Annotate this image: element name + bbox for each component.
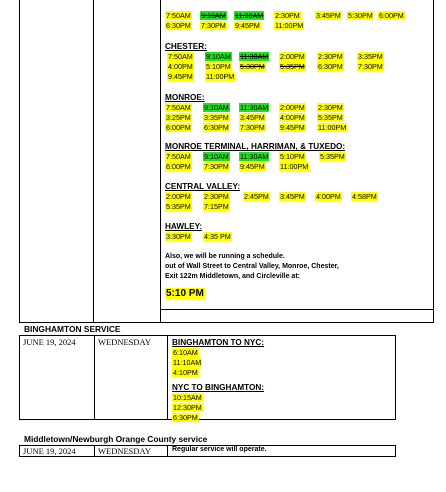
column-divider [94, 336, 95, 419]
departure-time: 9:10AM [204, 103, 229, 112]
time-row [165, 113, 430, 123]
departure-time: 2:00PM [280, 103, 305, 112]
departure-time: 11:30AM [240, 152, 269, 161]
departure-time: 12:30PM [173, 403, 202, 412]
departure-time: 11:10AM [173, 358, 202, 367]
binghamton-day: WEDNESDAY [98, 337, 152, 347]
departure-time: 11:30AM [240, 52, 269, 61]
departure-time: 5:35PM [280, 62, 305, 71]
central-valley-times [165, 192, 430, 212]
departure-time: 7:50AM [166, 11, 191, 20]
departure-time: 7:30PM [240, 123, 265, 132]
departure-time: 2:30PM [275, 11, 300, 20]
departure-time: 9:45PM [235, 21, 260, 30]
nyc-to-binghamton-heading: NYC TO BINGHAMTON: [172, 383, 265, 392]
departure-time: 7:30PM [204, 162, 229, 171]
departure-time: 6:10AM [173, 348, 198, 357]
departure-time: 5:35PM [166, 202, 191, 211]
departure-time: 6:00PM [166, 162, 191, 171]
nyc-to-binghamton-times [172, 393, 264, 423]
time-row [165, 62, 430, 72]
departure-time: 6:30PM [166, 21, 191, 30]
column-divider [167, 336, 168, 419]
departure-time: 9:45PM [280, 123, 305, 132]
time-row [165, 232, 430, 242]
departure-time: 6:30PM [318, 62, 343, 71]
departure-time: 2:30PM [318, 103, 343, 112]
time-row [165, 152, 430, 162]
chester-times [165, 52, 430, 82]
departure-time: 2:00PM [166, 192, 191, 201]
departure-time: 9:45PM [240, 162, 265, 171]
departure-time: 11:00PM [280, 162, 309, 171]
column-divider [160, 0, 161, 322]
departure-time: 9:10AM [206, 52, 231, 61]
departure-time: 2:45PM [244, 192, 269, 201]
time-row [165, 202, 430, 212]
chester-heading: CHESTER: [165, 42, 207, 51]
departure-time: 5:35PM [318, 113, 343, 122]
departure-time: 3:35PM [358, 52, 383, 61]
departure-time: 5:30PM [240, 62, 265, 71]
middletown-status: Regular service will operate. [172, 446, 267, 453]
column-divider [167, 446, 168, 456]
binghamton-to-nyc-heading: BINGHAMTON TO NYC: [172, 338, 265, 347]
departure-time: 7:30PM [201, 21, 226, 30]
departure-time: 3:25PM [166, 113, 191, 122]
time-row [165, 52, 430, 62]
time-row [165, 21, 430, 31]
departure-time: 6:00PM [166, 123, 191, 132]
middletown-table [19, 445, 396, 457]
departure-time: 10:15AM [173, 393, 202, 402]
row-divider [160, 309, 433, 310]
departure-time: 11:30AM [240, 103, 269, 112]
binghamton-date: JUNE 19, 2024 [23, 337, 76, 347]
departure-time: 4:58PM [352, 192, 377, 201]
middletown-date: JUNE 19, 2024 [23, 446, 76, 456]
binghamton-to-nyc-times [172, 348, 264, 378]
departure-time: 11:00PM [318, 123, 347, 132]
monroe-terminal-heading: MONROE TERMINAL, HARRIMAN, & TUXEDO: [165, 142, 346, 151]
departure-time: 11:00PM [275, 21, 304, 30]
monroe-times [165, 103, 430, 133]
departure-time: 4:00PM [280, 113, 305, 122]
departure-time: 3:30PM [166, 232, 191, 241]
time-row [165, 162, 430, 172]
departure-time: 6:30PM [204, 123, 229, 132]
top-schedule-table [19, 0, 434, 323]
departure-time: 5:10PM [206, 62, 231, 71]
departure-time: 7:50AM [166, 152, 191, 161]
departure-time: 7:50AM [168, 52, 193, 61]
wall-street-times [165, 11, 430, 31]
central-valley-heading: CENTRAL VALLEY: [165, 182, 241, 191]
departure-time: 5:30PM [348, 11, 373, 20]
note-time: 5:10 PM [166, 288, 204, 299]
departure-time: 7:30PM [358, 62, 383, 71]
column-divider [93, 0, 94, 322]
departure-time: 4:00PM [168, 62, 193, 71]
monroe-heading: MONROE: [165, 93, 205, 102]
departure-time: 2:00PM [280, 52, 305, 61]
time-row [165, 72, 430, 82]
departure-time: 6:00PM [379, 11, 404, 20]
note-line-3: Exit 122m Middletown, and Circleville at: [165, 273, 300, 280]
departure-time: 11:00PM [206, 72, 235, 81]
note-line-2: out of Wall Street to Central Valley, Monroe, Chester, [165, 263, 339, 270]
time-row [165, 123, 430, 133]
departure-time: 3:45PM [316, 11, 341, 20]
departure-time: 5:10PM [280, 152, 305, 161]
note-line-1: Also, we will be running a schedule. [165, 253, 285, 260]
departure-time: 9:45PM [168, 72, 193, 81]
departure-time: 5:35PM [320, 152, 345, 161]
middletown-title: Middletown/Newburgh Orange County service [24, 434, 208, 444]
time-row [165, 192, 430, 202]
binghamton-table [19, 335, 396, 420]
departure-time: 3:45PM [280, 192, 305, 201]
top-schedule-content [165, 11, 430, 301]
departure-time: 7:15PM [204, 202, 229, 211]
hawley-heading: HAWLEY: [165, 222, 203, 231]
departure-time: 3:45PM [240, 113, 265, 122]
middletown-day: WEDNESDAY [98, 446, 152, 456]
departure-time: 4:35 PM [204, 232, 231, 241]
monroe-terminal-times [165, 152, 430, 172]
time-row [165, 103, 430, 113]
departure-time: 7:50AM [166, 103, 191, 112]
departure-time: 9:10AM [204, 152, 229, 161]
departure-time: 4:10PM [173, 368, 198, 377]
binghamton-title: BINGHAMTON SERVICE [24, 324, 121, 334]
departure-time: 9:10AM [201, 11, 226, 20]
departure-time: 4:00PM [316, 192, 341, 201]
departure-time: 3:35PM [204, 113, 229, 122]
time-row [165, 11, 430, 21]
departure-time: 6:30PM [173, 413, 198, 422]
departure-time: 2:30PM [204, 192, 229, 201]
hawley-times [165, 232, 430, 242]
column-divider [94, 446, 95, 456]
departure-time: 2:30PM [318, 52, 343, 61]
departure-time: 11:30AM [235, 11, 264, 20]
